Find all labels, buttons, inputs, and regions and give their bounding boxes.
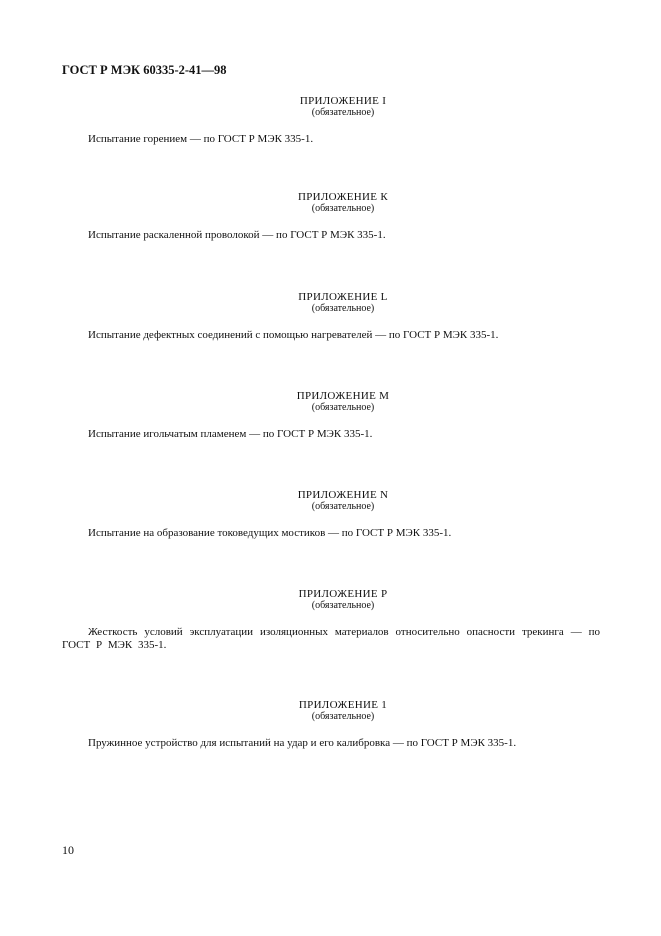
annex-status: (обязательное) xyxy=(311,203,375,214)
document-code: ГОСТ Р МЭК 60335-2-41—98 xyxy=(62,63,227,77)
annex-section xyxy=(62,191,600,242)
annex-status: (обязательное) xyxy=(311,303,375,314)
annex-title: ПРИЛОЖЕНИЕ М xyxy=(296,390,390,402)
annex-title: ПРИЛОЖЕНИЕ Р xyxy=(298,588,388,600)
annex-text: Испытание раскаленной проволокой — по ГОСТ Р МЭК 335-1. xyxy=(88,229,386,241)
page-number: 10 xyxy=(62,843,74,857)
annex-title: ПРИЛОЖЕНИЕ I xyxy=(299,95,387,107)
annex-section xyxy=(62,291,600,342)
annex-section xyxy=(62,588,600,652)
annex-section xyxy=(62,699,600,750)
annex-title: ПРИЛОЖЕНИЕ N xyxy=(297,489,389,501)
annex-status: (обязательное) xyxy=(311,600,375,611)
annex-section xyxy=(62,390,600,441)
annex-status: (обязательное) xyxy=(311,402,375,413)
annex-text: Испытание игольчатым пламенем — по ГОСТ Р МЭК 335-1. xyxy=(88,428,373,440)
annex-text: Пружинное устройство для испытаний на удар и его калибровка — по ГОСТ Р МЭК 335-1. xyxy=(88,737,517,749)
annex-title: ПРИЛОЖЕНИЕ К xyxy=(297,191,388,203)
annex-section xyxy=(62,95,600,146)
annex-status: (обязательное) xyxy=(311,107,375,118)
annex-text: Испытание на образование токоведущих мостиков — по ГОСТ Р МЭК 335-1. xyxy=(88,527,452,539)
annex-title: ПРИЛОЖЕНИЕ L xyxy=(298,291,388,303)
annex-title: ПРИЛОЖЕНИЕ 1 xyxy=(298,699,388,711)
annex-status: (обязательное) xyxy=(311,501,375,512)
annex-section xyxy=(62,489,600,540)
annex-text: Испытание горением — по ГОСТ Р МЭК 335-1. xyxy=(88,133,314,145)
annex-text: Жесткость условий эксплуатации изоляционных материалов относительно опасности трекинга — по ГОСТ Р МЭК 335-1. xyxy=(62,626,600,651)
annex-status: (обязательное) xyxy=(311,711,375,722)
annex-text: Испытание дефектных соединений с помощью нагревателей — по ГОСТ Р МЭК 335-1. xyxy=(88,329,499,341)
